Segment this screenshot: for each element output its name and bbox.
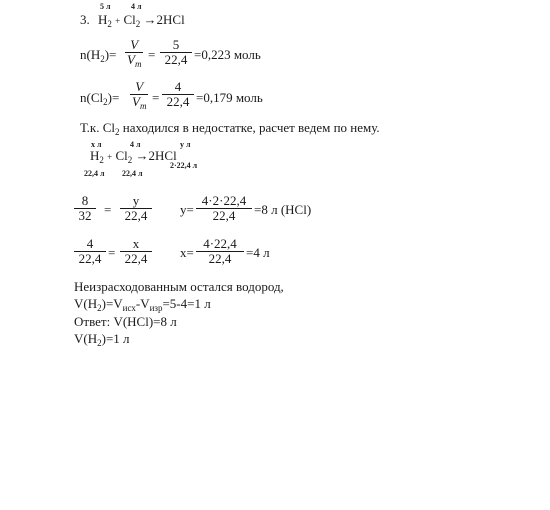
- reaction-2-arrow: →: [135, 148, 149, 163]
- n-cl2-den-sub: m: [139, 101, 147, 111]
- note-sub: 2: [115, 127, 120, 137]
- prop-1-calc-result: =8 л (HCl): [254, 202, 312, 217]
- n-h2-label: [80, 47, 116, 63]
- reaction-1-h2: H: [98, 12, 108, 27]
- reaction-2-h2: H: [90, 148, 100, 163]
- prop-2-right-numerator: x: [132, 236, 140, 251]
- reaction-2-plus: +: [107, 152, 113, 162]
- prop-1-left-numerator: 8: [81, 193, 89, 208]
- n-h2-value-denominator: 22,4: [160, 52, 192, 67]
- n-h2-sub: 2: [100, 54, 105, 64]
- reaction-2-h2-sub: 2: [99, 155, 104, 165]
- n-h2-formula-denominator: [125, 52, 143, 67]
- n-h2-left: n(H: [80, 47, 101, 62]
- prop-1-calc-denominator: 22,4: [196, 208, 252, 223]
- reaction-1-cl2-sub: 2: [135, 19, 141, 29]
- reaction-1-product: 2HCl: [156, 12, 185, 27]
- n-h2-equals: =: [148, 47, 156, 62]
- conclusion-line-2-sub-consumed: изр: [149, 303, 163, 313]
- conclusion-line-1: Неизрасходованным остался водород,: [74, 279, 284, 294]
- prop-2-right-denominator: 22,4: [120, 251, 152, 266]
- prop-1-right-fraction: [120, 194, 152, 223]
- prop-2-calc-left: x=: [180, 245, 194, 260]
- reaction-1-cl2-volume: 4 л: [131, 2, 142, 11]
- prop-1-left-denominator: 32: [74, 208, 96, 223]
- prop-2-right-fraction: [120, 237, 152, 266]
- n-cl2-right: )=: [107, 90, 120, 105]
- reaction-2-cl2: Cl: [115, 148, 128, 163]
- prop-1-calc-fraction: [196, 194, 252, 223]
- conclusion-line-2: [74, 296, 211, 312]
- prop-2-calc-numerator: 4·22,4: [203, 236, 237, 251]
- n-h2-right: )=: [104, 47, 117, 62]
- n-cl2-result: =0,179 моль: [196, 90, 263, 105]
- answer-line-2-sub: 2: [97, 338, 102, 348]
- n-cl2-formula-denominator: [130, 94, 148, 109]
- n-cl2-label: [80, 90, 119, 106]
- conclusion-line-2-c: -V: [135, 296, 150, 311]
- reaction-1-cl2: Cl: [123, 12, 136, 27]
- reaction-1-arrow: →: [143, 12, 157, 27]
- reaction-2-cl2-volume: 4 л: [130, 140, 141, 149]
- prop-1-calc-numerator: 4·2·22,4: [201, 193, 247, 208]
- n-cl2-equals: =: [152, 90, 160, 105]
- reaction-2-product: 2HCl: [148, 148, 177, 163]
- prop-1-left-fraction: [74, 194, 96, 223]
- prop-1-calc-left: y=: [180, 202, 194, 217]
- n-h2-den-sub: m: [134, 59, 142, 69]
- conclusion-line-2-b: )=V: [101, 296, 123, 311]
- prop-2-left-numerator: 4: [86, 236, 94, 251]
- reaction-1-plus: +: [115, 16, 121, 26]
- note-rest: находился в недостатке, расчет ведем по нему.: [119, 120, 380, 135]
- prop-1-right-denominator: 22,4: [120, 208, 152, 223]
- conclusion-line-2-a: V(H: [74, 296, 98, 311]
- reaction-2-cl2-molar-volume: 22,4 л: [122, 169, 143, 178]
- n-h2-value-fraction: [160, 38, 192, 67]
- reaction-1-h2-volume: 5 л: [100, 2, 111, 11]
- prop-2-calc-fraction: [196, 237, 244, 266]
- n-cl2-formula-numerator: V: [135, 79, 144, 94]
- n-cl2-left: n(Cl: [80, 90, 104, 105]
- prop-2-equals: =: [108, 245, 116, 260]
- limiting-reagent-note: [80, 120, 380, 136]
- reaction-2-hcl-volume: y л: [180, 140, 191, 149]
- reaction-2-h2-volume: x л: [91, 140, 102, 149]
- prop-2-calc-denominator: 22,4: [196, 251, 244, 266]
- reaction-1-h2-sub: 2: [107, 19, 112, 29]
- answer-line-2-a: V(H: [74, 331, 98, 346]
- n-cl2-value-numerator: 4: [174, 79, 182, 94]
- reaction-2-h2-molar-volume: 22,4 л: [84, 169, 105, 178]
- prop-2-left-fraction: [74, 237, 106, 266]
- prop-1-equals: =: [104, 202, 112, 217]
- reaction-1-equation: [98, 12, 185, 28]
- answer-line-2-b: )=1 л: [101, 331, 130, 346]
- prop-2-left-denominator: 22,4: [74, 251, 106, 266]
- n-h2-formula-fraction: [125, 38, 143, 67]
- answer-line: Ответ: V(HCl)=8 л: [74, 314, 177, 329]
- conclusion-line-2-sub: 2: [97, 303, 102, 313]
- reaction-1-number: 3.: [80, 12, 90, 27]
- reaction-2-hcl-molar-volume: 2·22,4 л: [170, 161, 198, 170]
- n-cl2-formula-fraction: [130, 80, 148, 109]
- prop-2-calc-result: =4 л: [246, 245, 270, 260]
- n-cl2-sub: 2: [103, 97, 108, 107]
- note-start: Т.к. Cl: [80, 120, 115, 135]
- n-h2-den-main: V: [127, 52, 135, 67]
- prop-1-right-numerator: y: [132, 193, 140, 208]
- n-cl2-den-main: V: [132, 94, 140, 109]
- reaction-2-cl2-sub: 2: [127, 155, 133, 165]
- n-h2-formula-numerator: V: [130, 37, 139, 52]
- n-h2-result: =0,223 моль: [194, 47, 261, 62]
- answer-line-2: [74, 331, 130, 347]
- n-cl2-value-denominator: 22,4: [162, 94, 194, 109]
- n-cl2-value-fraction: [162, 80, 194, 109]
- n-h2-value-numerator: 5: [172, 37, 180, 52]
- conclusion-line-2-d: =5-4=1 л: [162, 296, 211, 311]
- reaction-2-equation: [90, 148, 177, 164]
- conclusion-line-2-sub-initial: исх: [122, 303, 136, 313]
